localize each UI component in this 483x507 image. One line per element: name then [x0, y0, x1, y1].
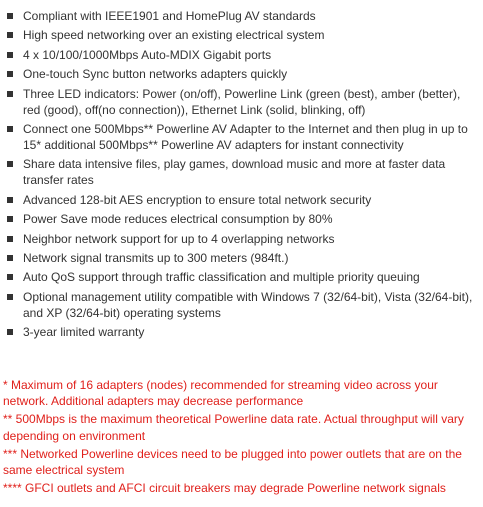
footnote: **** GFCI outlets and AFCI circuit breakers may degrade Powerline network signals — [3, 481, 446, 496]
square-bullet-icon — [7, 274, 13, 280]
feature-text: 4 x 10/100/1000Mbps Auto-MDIX Gigabit ports — [23, 47, 272, 62]
feature-item — [6, 289, 478, 321]
feature-item — [6, 86, 478, 118]
feature-item — [6, 27, 478, 43]
feature-item — [6, 66, 478, 82]
feature-text: Power Save mode reduces electrical consumption by 80% — [23, 212, 333, 227]
footnotes — [3, 377, 479, 498]
square-bullet-icon — [7, 126, 13, 132]
feature-item — [6, 192, 478, 208]
feature-item — [6, 121, 478, 153]
feature-item — [6, 250, 478, 266]
feature-text: High speed networking over an existing electrical system — [23, 28, 325, 43]
feature-text: Optional management utility compatible with Windows 7 (32/64-bit), Vista (32/64-bit), and XP (32/64-bit) operating systems — [23, 289, 473, 320]
square-bullet-icon — [7, 91, 13, 97]
feature-item — [6, 269, 478, 285]
square-bullet-icon — [7, 294, 13, 300]
square-bullet-icon — [7, 236, 13, 242]
footnote: ** 500Mbps is the maximum theoretical Powerline data rate. Actual throughput will vary depending on environment — [3, 412, 464, 443]
footnote: * Maximum of 16 adapters (nodes) recommended for streaming video across your network. Additional adapters may decrease performance — [3, 378, 438, 409]
feature-text: Network signal transmits up to 300 meters (984ft.) — [23, 250, 289, 265]
square-bullet-icon — [7, 255, 13, 261]
feature-text: Three LED indicators: Power (on/off), Powerline Link (green (best), amber (better), red (good), off(no connection)), Ethernet Link (solid, blinking, off) — [23, 86, 461, 117]
feature-item — [6, 156, 478, 188]
feature-item — [6, 211, 478, 227]
feature-text: Connect one 500Mbps** Powerline AV Adapter to the Internet and then plug in up to 15* additional 500Mbps** Powerline AV adapters for instant connectivity — [23, 121, 468, 152]
feature-item — [6, 324, 478, 340]
square-bullet-icon — [7, 329, 13, 335]
feature-item — [6, 8, 478, 24]
feature-list — [6, 8, 478, 343]
square-bullet-icon — [7, 32, 13, 38]
feature-item — [6, 47, 478, 63]
feature-text: Auto QoS support through traffic classification and multiple priority queuing — [23, 270, 420, 285]
square-bullet-icon — [7, 197, 13, 203]
feature-text: 3-year limited warranty — [23, 325, 145, 340]
square-bullet-icon — [7, 13, 13, 19]
square-bullet-icon — [7, 71, 13, 77]
feature-text: Share data intensive files, play games, download music and more at faster data transfer rates — [23, 157, 446, 188]
square-bullet-icon — [7, 52, 13, 58]
feature-text: One-touch Sync button networks adapters quickly — [23, 67, 288, 82]
footnote: *** Networked Powerline devices need to be plugged into power outlets that are on the same electrical system — [3, 446, 462, 478]
feature-text: Compliant with IEEE1901 and HomePlug AV standards — [23, 9, 316, 23]
feature-text: Advanced 128-bit AES encryption to ensure total network security — [23, 192, 372, 207]
square-bullet-icon — [7, 161, 13, 167]
feature-text: Neighbor network support for up to 4 overlapping networks — [23, 231, 335, 246]
feature-item — [6, 231, 478, 247]
square-bullet-icon — [7, 216, 13, 222]
